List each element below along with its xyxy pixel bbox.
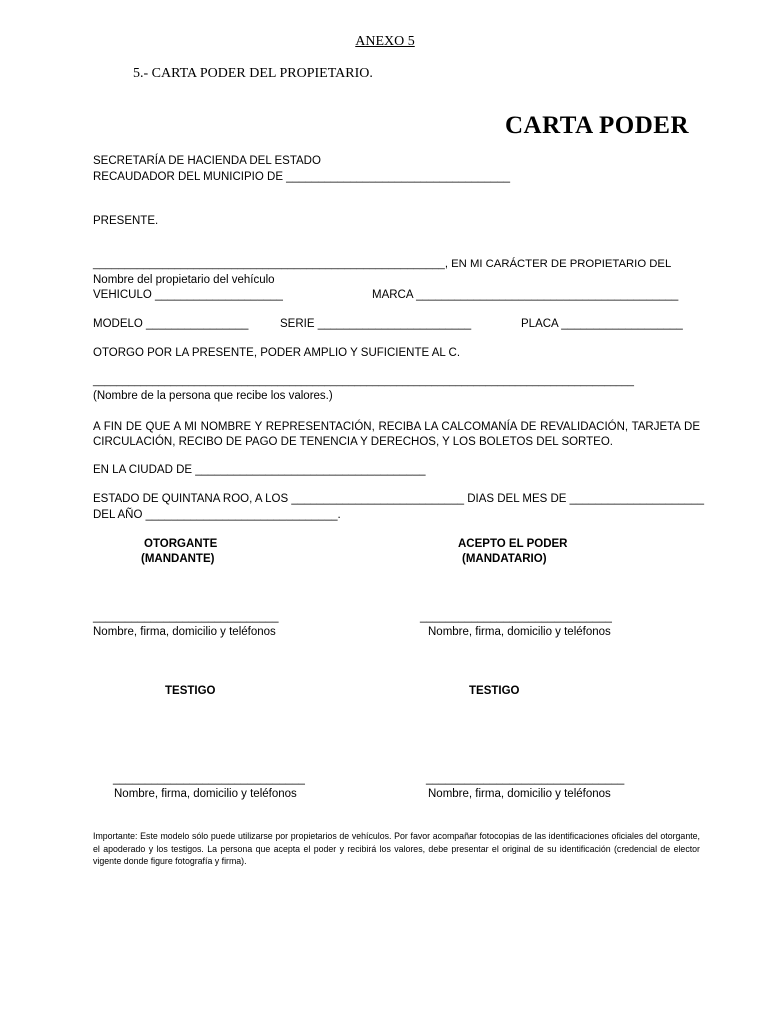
otorgo-text: OTORGO POR LA PRESENTE, PODER AMPLIO Y SUFICIENTE AL C. bbox=[93, 347, 461, 359]
witness-right-signature-line: _______________________________ bbox=[426, 773, 625, 785]
ciudad-field: EN LA CIUDAD DE ____________________________________ bbox=[93, 464, 426, 476]
agent-name-caption: (Nombre de la persona que recibe los valores.) bbox=[93, 390, 333, 402]
serie-field: SERIE ________________________ bbox=[280, 318, 472, 330]
mandante-label: (MANDANTE) bbox=[141, 553, 215, 565]
otorgante-signature-caption: Nombre, firma, domicilio y teléfonos bbox=[93, 626, 276, 638]
important-note: Importante: Este modelo sólo puede utilizarse por propietarios de vehículos. Por favor acompañar fotocopias de las identificaciones oficiales del otorgante, el apoderado y los testigos. La persona que acepta el poder y recibirá los valores, debe presentar el original de su identificación (credencial de elector vigente donde figure fotografía y firma). bbox=[93, 831, 700, 866]
estado-date-line: ESTADO DE QUINTANA ROO, A LOS ___________________________ DIAS DEL MES DE _____________________ bbox=[93, 493, 704, 505]
testigo-right-label: TESTIGO bbox=[469, 685, 520, 697]
purpose-paragraph: A FIN DE QUE A MI NOMBRE Y REPRESENTACIÓN, RECIBA LA CALCOMANÍA DE REVALIDACIÓN, TARJETA DE CIRCULACIÓN, RECIBO DE PAGO DE TENENCIA Y DERECHOS, Y LOS BOLETOS DEL SORTEO. bbox=[93, 421, 700, 448]
witness-right-caption: Nombre, firma, domicilio y teléfonos bbox=[428, 788, 611, 800]
testigo-left-label: TESTIGO bbox=[165, 685, 216, 697]
annex-heading: ANEXO 5 bbox=[355, 34, 415, 49]
presente-text: PRESENTE. bbox=[93, 215, 159, 227]
vehiculo-field: VEHICULO ____________________ bbox=[93, 289, 283, 301]
witness-left-signature-line: ______________________________ bbox=[113, 773, 305, 785]
document-subtitle: 5.- CARTA PODER DEL PROPIETARIO. bbox=[133, 66, 373, 81]
otorgante-label: OTORGANTE bbox=[144, 538, 218, 550]
marca-field: MARCA _________________________________________ bbox=[372, 289, 679, 301]
modelo-field: MODELO ________________ bbox=[93, 318, 249, 330]
owner-name-caption: Nombre del propietario del vehículo bbox=[93, 274, 275, 286]
addressee-line-2: RECAUDADOR DEL MUNICIPIO DE ___________________________________ bbox=[93, 171, 511, 183]
placa-field: PLACA ___________________ bbox=[521, 318, 683, 330]
owner-name-line: ________________________________________________________, EN MI CARÁCTER DE PROPIETARIO DEL bbox=[93, 258, 672, 270]
otorgante-signature-line: _____________________________ bbox=[93, 611, 279, 623]
acepto-label: ACEPTO EL PODER bbox=[458, 538, 568, 550]
mandatario-label: (MANDATARIO) bbox=[462, 553, 547, 565]
mandatario-signature-line: ______________________________ bbox=[420, 611, 612, 623]
addressee-line-1: SECRETARÍA DE HACIENDA DEL ESTADO bbox=[93, 155, 321, 167]
document-title: CARTA PODER bbox=[505, 112, 690, 139]
anio-line: DEL AÑO ______________________________. bbox=[93, 509, 341, 521]
agent-name-line: ___________________________________________________________________________________________ bbox=[93, 375, 634, 387]
witness-left-caption: Nombre, firma, domicilio y teléfonos bbox=[114, 788, 297, 800]
mandatario-signature-caption: Nombre, firma, domicilio y teléfonos bbox=[428, 626, 611, 638]
